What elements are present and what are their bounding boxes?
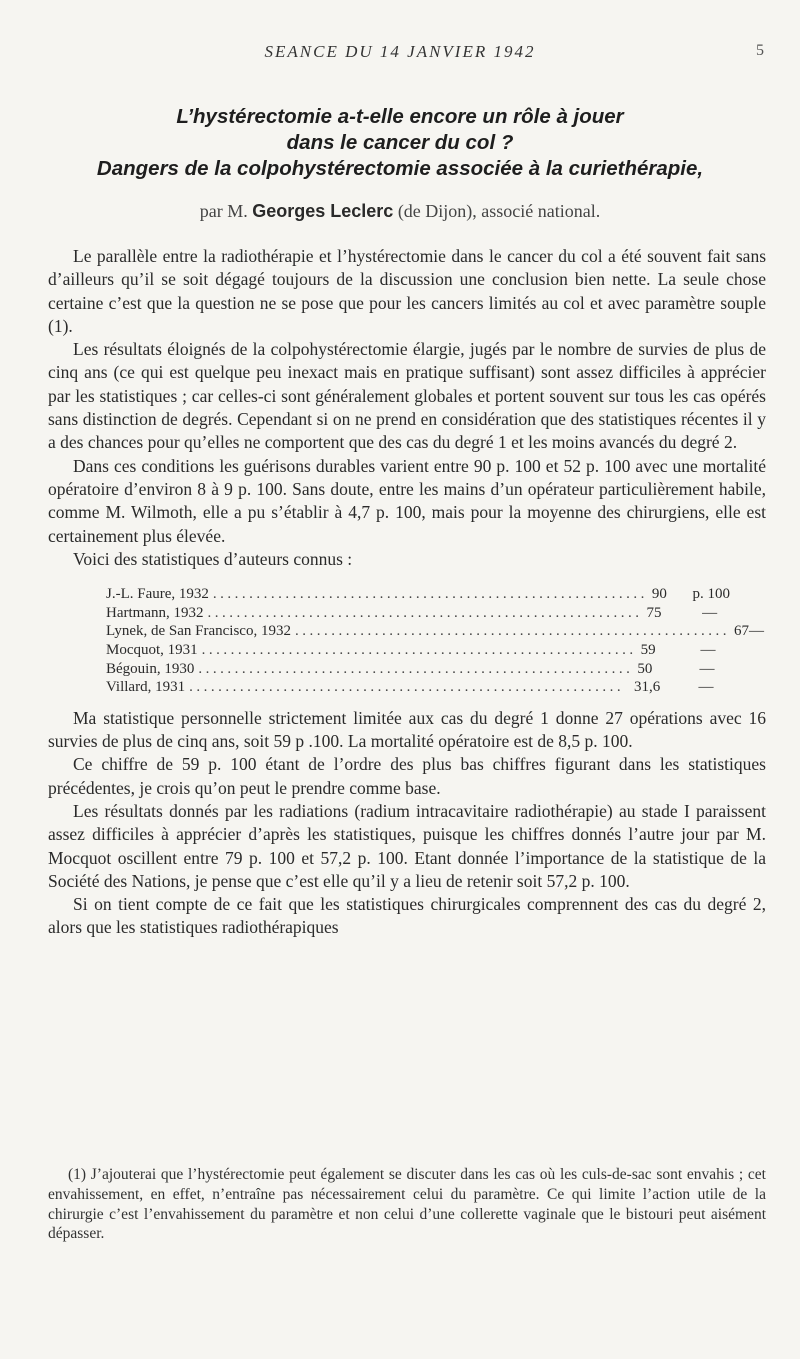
stat-author: Mocquot, 1931 [106,641,198,658]
byline [0,201,800,222]
body-paragraph: Dans ces conditions les guérisons durables varient entre 90 p. 100 et 52 p. 100 avec une mortalité opératoire d’environ 8 à 9 p. 100. Sans doute, entre les mains d’un opérateur particulièrement habile, comme M. Wilmoth, elle a pu s’établir à 4,7 p. 100, mais pour la moyenne des chirurgiens, elle est certainement plus élevée. [48,455,766,546]
body-paragraph: Le parallèle entre la radiothérapie et l’hystérectomie dans le cancer du col a été souvent fait sans d’ailleurs qu’il se soit dégagé toujours de la discussion une conclusion bien nette. La seule chose certaine c’est que la question ne se pose que pour les cancers limités au col et avec paramètre souple (1). [48,246,766,336]
body-paragraph: Ma statistique personnelle strictement limitée aux cas du degré 1 donne 27 opérations avec 16 survies de plus de cinq ans, soit 59 p .100. La mortalité opératoire est de 8,5 p. 100. [48,707,766,752]
stat-unit: — [698,679,714,696]
stat-author: Bégouin, 1930 [106,660,195,677]
stat-unit: — [699,660,715,677]
running-head [0,42,800,66]
title-line: Dangers de la colpohystérectomie associée à la curiethérapie, [96,157,704,180]
stat-value: 67 [733,623,749,640]
table-row [106,641,736,660]
article-body [48,245,766,940]
dot-leader: ............................................................ [207,604,643,621]
footnote: (1) J’ajouterai que l’hystérectomie peut également se discuter dans les cas où les culs-de-sac sont envahis ; cet envahissement, en effet, n’entraîne pas nécessairement celui du paramètre. Ce qui limite l’action utile de la chirurgie c’est l’envahissement du paramètre et non celui d’une collerette vaginale que le bistouri peut aisément dépasser. [48,1166,766,1243]
stat-author: Lynek, de San Francisco, 1932 [106,623,291,640]
dot-leader: ............................................................ [189,679,625,696]
stat-unit: — [748,623,764,640]
author-name: Georges Leclerc [252,201,394,221]
author-affiliation: (de Dijon), associé national. [397,201,601,221]
stat-value: 90 [651,586,667,603]
title-line: L’hystérectomie a-t-elle encore un rôle à jouer [176,105,624,128]
stat-author: J.-L. Faure, 1932 [106,586,209,603]
table-row [106,678,736,697]
body-paragraph: Les résultats éloignés de la colpohystérectomie élargie, jugés par le nombre de survies de plus de cinq ans (ce qui est quelque peu inexact mais en pratique suffisant) sont assez difficiles à apprécier par les statistiques ; car celles-ci sont généralement globales et portent souvent sur tous les cas opérés sans distinction de degrés. Cependant si on ne prend en considération que des statistiques récentes il y a des chances pour qu’elles ne comportent que des cas du degré 1 et les moins avancés du degré 2. [48,339,766,453]
stat-unit: — [700,641,716,658]
body-paragraph: Ce chiffre de 59 p. 100 étant de l’ordre des plus bas chiffres figurant dans les statistiques précédentes, je crois qu’on peut le prendre comme base. [48,754,766,798]
table-row [106,622,764,641]
stat-value: 31,6 [634,679,661,696]
table-row [106,604,736,623]
stat-value: 50 [637,660,653,677]
body-paragraph: Les résultats donnés par les radiations (radium intracavitaire radiothérapie) au stade I paraissent assez difficiles à apprécier d’après les statistiques, puisque les chiffres donnés l’autre jour par M. Mocquot oscillent entre 79 p. 100 et 57,2 p. 100. Etant donnée l’importance de la statistique de la Société des Nations, je pense que c’est elle qu’il y a lieu de retenir soit 57,2 p. 100. [48,800,766,891]
table-row [106,585,736,604]
article-title [30,104,770,182]
stat-author: Villard, 1931 [106,679,186,696]
stat-author: Hartmann, 1932 [106,604,204,621]
footnotes [48,1165,766,1244]
running-title: SEANCE DU 14 JANVIER 1942 [264,42,536,61]
dot-leader: ............................................................ [198,660,634,677]
statistics-table [106,585,764,697]
byline-prefix: par M. [199,201,248,221]
dot-leader: ............................................................ [294,623,730,640]
dot-leader: ............................................................ [212,586,648,603]
stat-unit: — [702,604,718,621]
table-row [106,660,736,679]
body-paragraph: Si on tient compte de ce fait que les statistiques chirurgicales comprennent des cas du degré 2, alors que les statistiques radiothérapiques [48,894,766,938]
title-line: dans le cancer du col ? [286,131,514,154]
stat-value: 75 [646,604,662,621]
body-paragraph: Voici des statistiques d’auteurs connus : [73,548,353,569]
stat-unit: p. 100 [692,586,731,603]
page-number: 5 [756,42,764,59]
stat-value: 59 [640,641,656,658]
dot-leader: ............................................................ [201,641,637,658]
